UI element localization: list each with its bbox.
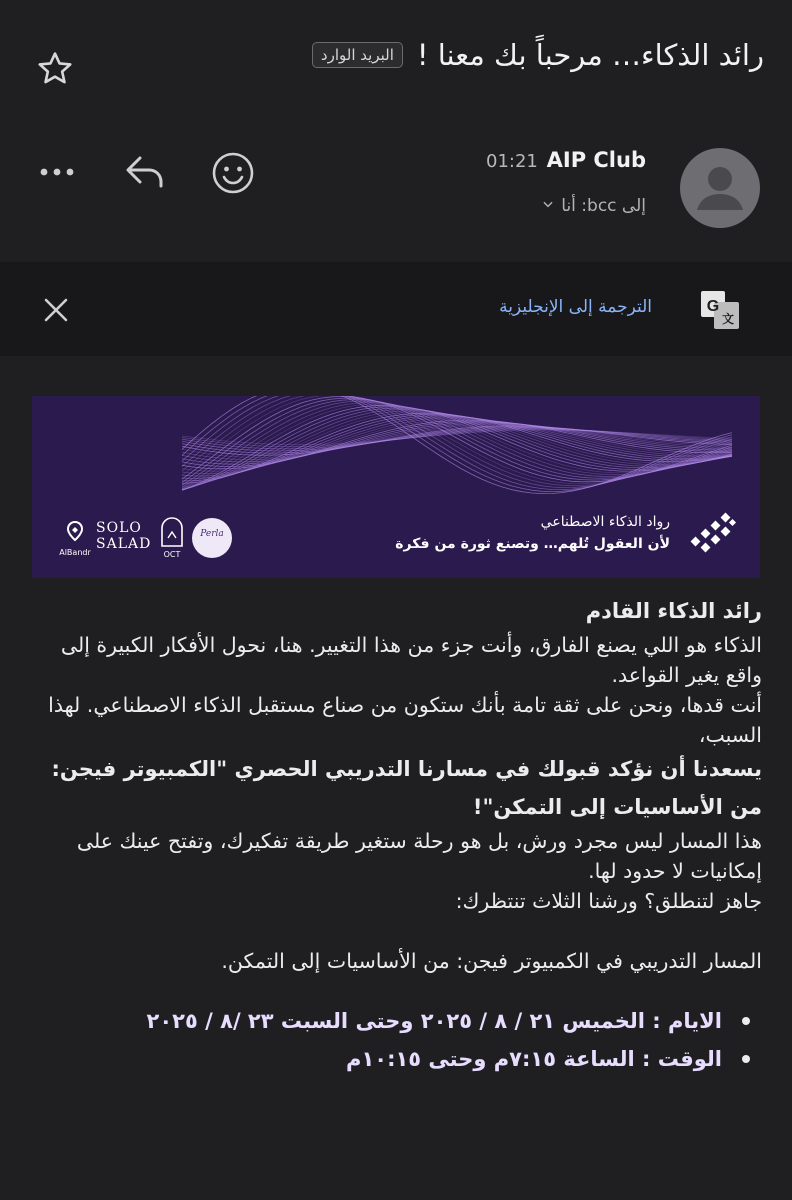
body-paragraph-6: المسار التدريبي في الكمبيوتر فيجن: من الأساسيات إلى التمكن. (221, 949, 762, 973)
svg-text:文: 文 (721, 312, 735, 326)
oct-logo-text: OCT (163, 550, 181, 559)
schedule-days: الايام : الخميس ٢١ / ٨ / ٢٠٢٥ وحتى السبت ٢٣ /٨ / ٢٠٢٥ (146, 1009, 722, 1033)
email-subject: رائد الذكاء… مرحباً بك معنا ! (416, 38, 764, 72)
email-time: 01:21 (486, 151, 538, 172)
body-paragraph-2: أنت قدها، ونحن على ثقة تامة بأنك ستكون من صناع مستقبل الذكاء الاصطناعي. لهذا السبب، (48, 693, 762, 747)
recipient-text: إلى bcc: أنا (561, 196, 646, 216)
chevron-down-icon[interactable] (541, 196, 555, 216)
avatar-icon[interactable] (680, 148, 760, 228)
solo-salad-logo (96, 520, 151, 552)
schedule-time: الوقت : الساعة ٧:١٥م وحتى ١٠:١٥م (346, 1047, 722, 1071)
oct-logo (158, 516, 186, 560)
recipient-line[interactable] (541, 196, 646, 216)
subject-row (312, 38, 764, 72)
translate-bar (0, 262, 792, 356)
email-body (30, 592, 762, 1078)
more-icon[interactable] (38, 160, 78, 184)
svg-text:G: G (706, 298, 720, 315)
body-paragraph-1: الذكاء هو اللي يصنع الفارق، وأنت جزء من هذا التغيير. هنا، نحول الأفكار الكبيرة إلى واقع يغير القواعد. (60, 633, 762, 687)
list-item (30, 1002, 722, 1040)
albandr-logo-text: AlBandr (59, 548, 91, 557)
google-translate-icon[interactable] (698, 288, 742, 332)
translate-to-english-link[interactable]: الترجمة إلى الإنجليزية (499, 297, 652, 317)
solo-logo-line1: SOLO (96, 520, 142, 536)
banner-title: رواد الذكاء الاصطناعي (540, 514, 670, 530)
schedule-list (30, 1002, 762, 1078)
sender-name: AIP Club (546, 148, 646, 172)
perla-logo (192, 518, 232, 558)
body-acceptance-paragraph: يسعدنا أن نؤكد قبولك في مسارنا التدريبي الحصري "الكمبيوتر فيجن: من الأساسيات إلى التمكن"! (51, 757, 762, 819)
star-icon[interactable] (34, 48, 76, 90)
promo-banner (32, 396, 760, 578)
banner-wave-line (182, 396, 732, 488)
perla-logo-text: Perla (200, 529, 224, 539)
aip-logo-icon (688, 508, 738, 556)
body-heading: رائد الذكاء القادم (585, 599, 762, 623)
emoji-icon[interactable] (210, 150, 256, 196)
banner-tagline: لأن العقول تُلهم… وتصنع ثورة من فكرة (395, 536, 670, 552)
body-paragraph-5: جاهز لتنطلق؟ ورشنا الثلاث تنتظرك: (455, 889, 762, 913)
inbox-label-chip[interactable]: البريد الوارد (312, 42, 403, 68)
close-icon[interactable] (40, 294, 72, 326)
solo-logo-line2: SALAD (96, 536, 152, 552)
banner-wave-art (32, 396, 760, 506)
list-item (30, 1040, 722, 1078)
albandr-logo (58, 520, 92, 560)
body-paragraph-4: هذا المسار ليس مجرد ورش، بل هو رحلة ستغير طريقة تفكيرك، وتفتح عينك على إمكانيات لا حدود لها. (76, 829, 762, 883)
reply-icon[interactable] (122, 150, 168, 194)
